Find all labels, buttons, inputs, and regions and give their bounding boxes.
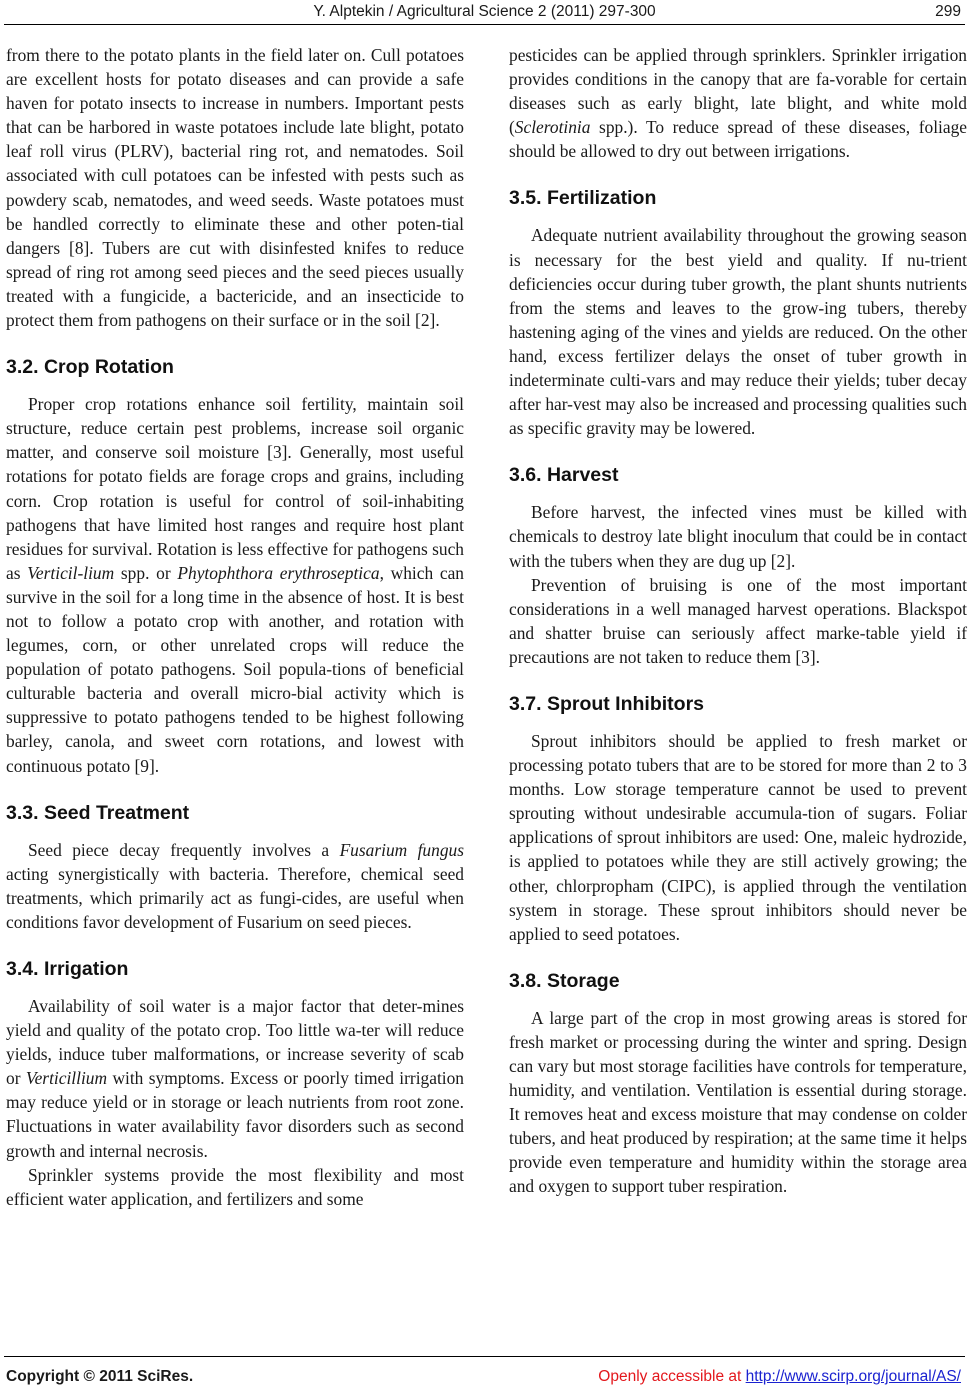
journal-link[interactable]: http://www.scirp.org/journal/AS/: [745, 1368, 961, 1385]
copyright-notice: Copyright © 2011 SciRes.: [6, 1368, 194, 1385]
sprout-inhibitors-paragraph: Sprout inhibitors should be applied to fresh market or processing potato tubers that are to be stored for more than 2 to 3 months. Low storage temperature cannot be used to prevent sprouting without undesirable accumula-tion of sugars. Foliar applications of sprout inhibitors are used: One, maleic hydrozide, is applied to potatoes while they are still actively growing; the other, chlorpropham (CIPC), is applied through the ventilation system in storage. These sprout inhibitors should never be applied to seed potatoes.: [509, 730, 967, 944]
irrigation-paragraph: Availability of soil water is a major factor that deter-mines yield and quality of the potato crop. Too little wa-ter will reduce yields, induce tuber malformations, or increase severity of scab or Verticillium with symptoms. Excess or poorly timed irrigation may reduce yield or in storage or leach nutrients from root zone. Fluctuations in water availability favor disorders such as second growth and internal necrosis.: [6, 996, 464, 1161]
crop-rotation-paragraph: Proper crop rotations enhance soil fertility, maintain soil structure, reduce certain pest problems, increase soil organic matter, and conserve soil moisture [3]. Generally, most useful rotations for potato fields are forage crops and grains, including corn. Crop rotation is useful for control of soil-inhabiting pathogens that have limited host ranges and require host plant residues for survival. Rotation is less effective for pathogens such as Verticil-lium spp. or Phytophthora erythroseptica, which can survive in the soil for a long time in the absence of host. It is best not to follow a potato crop with another, and rotation with legumes, corn, or other unrelated crops will reduce the population of potato pathogens. Soil popula-tions of beneficial culturable bacteria and overall micro-bial activity which is suppressive to potato pathogens tended to be highest following barley, canola, and sweet corn rotations, and lowest with continuous potato [9].: [6, 394, 464, 776]
footer-rule: [4, 1356, 965, 1357]
harvest-paragraph-1: Before harvest, the infected vines must be killed with chemicals to destroy late blight inoculum that could be in contact with the tubers when they are dug up [2].: [509, 502, 967, 571]
intro-paragraph: from there to the potato plants in the field later on. Cull potatoes are excellent hosts for potato diseases and can provide a safe haven for potato insects to increase in numbers. Important pests that can be harbored in waste potatoes include late blight, potato leaf roll virus (PLRV), bacterial ring rot, and nematodes. Soil associated with cull potatoes can be infested with pests such as powdery scab, nematodes, and weed seeds. Waste potatoes must be handled correctly to eliminate these and other poten-tial dangers [8]. Tubers are cut with disinfested knifes to reduce spread of ring rot among seed pieces and the seed pieces usually treated with a fungicide, a bactericide, and an insecticide to protect them from pathogens on their surface or in the soil [2].: [6, 45, 464, 331]
heading-fertilization: 3.5. Fertilization: [509, 187, 657, 210]
heading-storage: 3.8. Storage: [509, 969, 620, 992]
heading-harvest: 3.6. Harvest: [509, 464, 619, 487]
heading-crop-rotation: 3.2. Crop Rotation: [6, 356, 174, 379]
heading-irrigation: 3.4. Irrigation: [6, 958, 129, 980]
open-access-notice: [598, 1368, 961, 1386]
fertilization-paragraph: Adequate nutrient availability throughout the growing season is necessary for the best yield and quality. If nu-trient deficiencies occur during tuber growth, the plant shunts nutrients from the stems and leaves to the grow-ing tubers, thereby hastening aging of the vines and yields are reduced. On the other hand, excess fertilizer delays the onset of tuber growth in indeterminate culti-vars and may reduce their yields; tuber decay after har-vest may also be increased and processing qualities such as specific gravity may be lowered.: [509, 225, 967, 439]
storage-paragraph: A large part of the crop in most growing areas is stored for fresh market or processing during the winter and spring. Design can vary but most storage facilities have controls for temperature, humidity, and ventilation. Ventilation is essential during storage. It removes heat and excess moisture that may condense on colder tubers, and heat produced by respiration; at the same time it helps provide even temperature and humidity within the storage area and oxygen to support tuber respiration.: [509, 1007, 967, 1197]
sprinkler-paragraph: Sprinkler systems provide the most flexibility and most efficient water application, and fertilizers and some: [6, 1164, 464, 1209]
right-column: [509, 43, 967, 1199]
sprinkler-continued-paragraph: pesticides can be applied through sprinklers. Sprinkler irrigation provides conditions in the canopy that are fa-vorable for certain diseases such as early blight, late blight, and white mold (Sclerotinia spp.). To reduce spread of these diseases, foliage should be allowed to dry out between irrigations.: [509, 45, 967, 162]
header-rule: [4, 24, 965, 25]
seed-treatment-paragraph: Seed piece decay frequently involves a Fusarium fungus acting synergistically with bacteria. Therefore, chemical seed treatments, which primarily act as fungi-cides, are useful when conditions favor development of Fusarium on seed pieces.: [6, 839, 464, 932]
heading-seed-treatment: 3.3. Seed Treatment: [6, 801, 190, 824]
page-number: 299: [935, 3, 961, 20]
running-header: Y. Alptekin / Agricultural Science 2 (2011) 297-300: [313, 3, 656, 20]
left-column: [6, 43, 464, 1211]
heading-sprout-inhibitors: 3.7. Sprout Inhibitors: [509, 692, 705, 715]
access-label: Openly accessible at: [598, 1368, 742, 1385]
harvest-paragraph-2: Prevention of bruising is one of the most important considerations in a well managed harvest operations. Blackspot and shatter bruise can seriously affect marke-table yield if precautions are not taken to reduce them [3].: [509, 574, 967, 667]
